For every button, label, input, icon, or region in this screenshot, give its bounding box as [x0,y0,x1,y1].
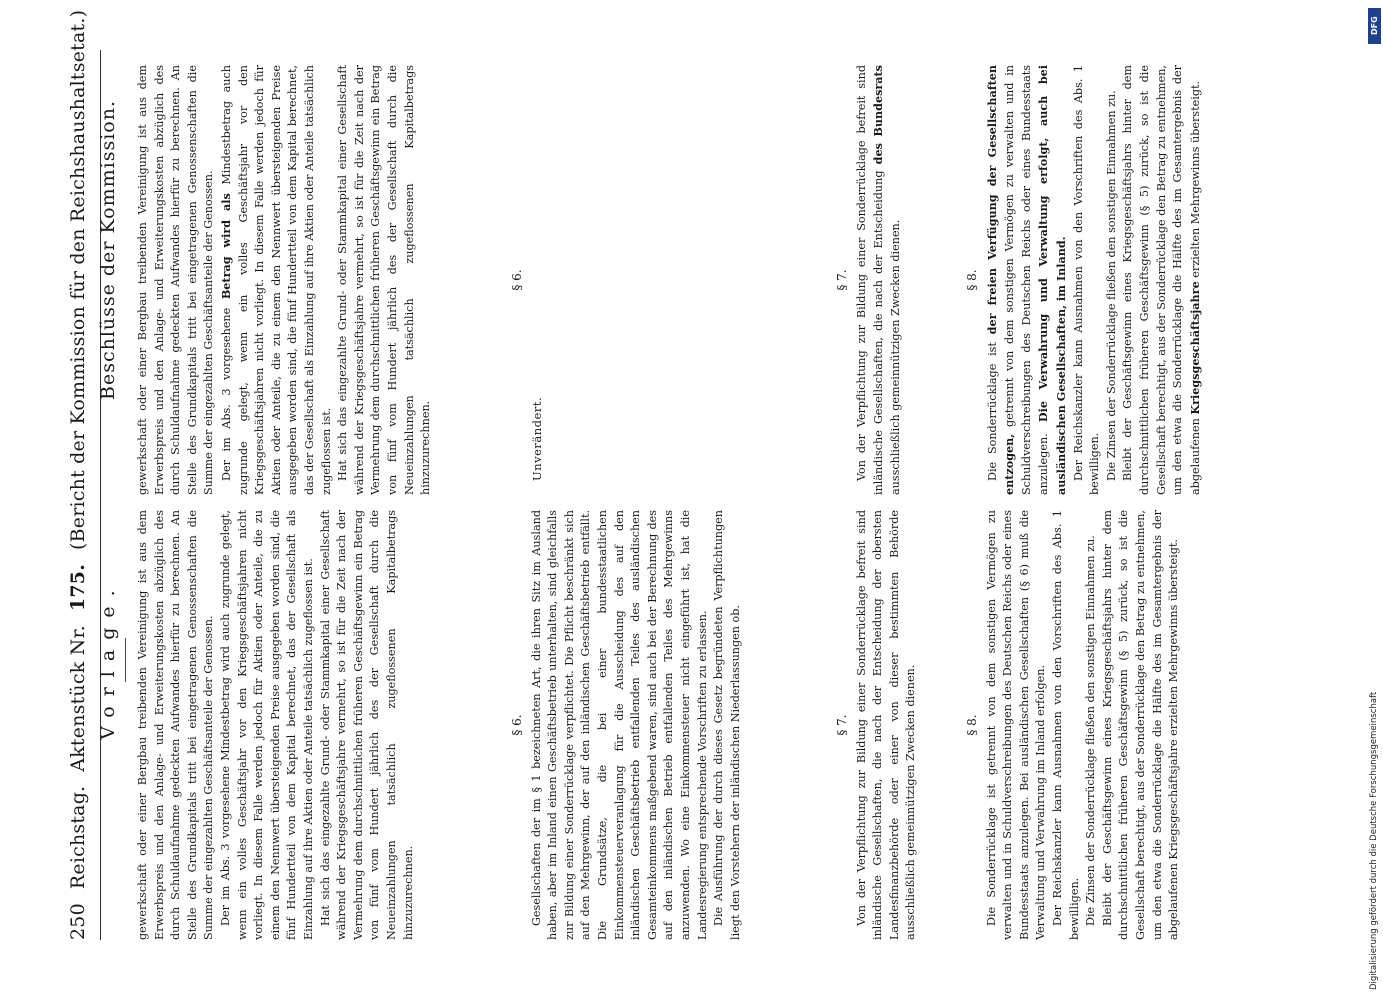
page-header [58,9,98,940]
kommission-section-8 [960,65,1204,495]
vorlage-s7-para1: Von der Verpflichtung zur Bildung einer Sonderrücklage befreit sind inländische Gesellschaften, die nach der Entscheidung der obersten Landesfinanzbehörde oder einer von dieser bestimmten Behörde ausschließlich gemeinnützigen Zwecken dienen. [854,510,918,940]
page-number: 250 [67,903,89,940]
kommission-para2 [218,65,335,495]
kommission-s7-c: ausschließlich gemeinnützigen Zwecken dienen. [888,219,902,495]
vorlage-heading-underline [125,638,126,682]
kommission-para2-bold: Betrag wird als [218,193,233,300]
kommission-s8-p1-a: Die Sonderrücklage ist [985,342,999,481]
vorlage-s8-para2: Der Reichskanzler kann Ausnahmen von den Vorschriften des Abs. 1 bewilligen. [1050,510,1081,940]
kommission-s8-para4 [1120,65,1204,495]
vorlage-s6-para2: Die Ausführung der durch dieses Gesetz begründeten Verpflichtungen liegt den Vorstehern der inländischen Niederlassungen ob. [712,510,742,940]
kommission-s8-para1 [984,65,1071,495]
vorlage-s6-para1: Gesellschaften der im § 1 bezeichneten Art, die ihren Sitz im Ausland haben, aber im Inland einen Geschäftsbetrieb unterhalten, sind gleichfalls zur Bildung einer Sonderrücklage verpflichtet. Die Pflicht beschränkt sich auf den Mehrgewinn, der auf den inländischen Geschäftsbetrieb entfällt. Die Grundsätze, die bei einer bundesstaatlichen Einkommensteuerveranlagung für die Ausscheidung des auf den inländischen Geschäftsbetrieb entfallenden Teiles des ausländischen Gesamteinkommens maßgebend waren, sind auch bei der Berechnung des auf den inländischen Betrieb entfallenden Teiles des Mehrgewinns anzuwenden. Wo eine Einkommensteuer nicht eingeführt ist, hat die Landesregierung entsprechende Vorschriften zu erlassen. [529,510,709,940]
dfg-logo: DFG [1368,8,1381,44]
aktenstueck-number: 175. [67,563,89,612]
kommission-s8-heading: § 8. [965,269,979,291]
kommission-s8-p4-a: Bleibt der Geschäftsgewinn eines Kriegsgeschäftsjahrs hinter dem durchschnittlichen früheren Geschäftsgewinn (§ 5) zurück, so ist die Gesellschaft berechtigt, aus der Sonderrücklage den Betrag zu entnehmen, um den etwa die Sonderrücklage die Hälfte des im Gesamtergebnis der abgelaufenen [1121,65,1202,495]
vorlage-para3: Hat sich das eingezahlte Grund- oder Stammkapital einer Gesellschaft während der Kriegsgeschäftsjahre vermehrt, so ist für die Zeit nach der Vermehrung dem durchschnittlichen früheren Geschäftsgewinn ein Betrag von fünf vom Hundert jährlich des der Gesellschaft durch die Neueinzahlungen tatsächlich zugeflossenen Kapitalbetrags hinzuzurechnen. [318,510,415,940]
kommission-s8-p1-c: getrennt von dem sonstigen Vermögen zu verwalten und in Schuldverschreibungen des Deutschen Reichs oder eines Bundesstaats anzulegen. [1003,65,1051,495]
kommission-para3: Hat sich das eingezahlte Grund- oder Stammkapital einer Gesellschaft während der Kriegsgeschäftsjahre vermehrt, so ist für die Zeit nach der Vermehrung dem durchschnittlichen früheren Geschäftsgewinn ein Betrag von fünf vom Hundert jährlich des der Gesellschaft durch die Neueinzahlungen tatsächlich zugeflossenen Kapitalbetrags hinzuzurechnen. [336,65,433,495]
vorlage-section-6 [505,510,744,940]
vorlage-section-7 [830,510,920,940]
vorlage-s7-heading: § 7. [835,714,849,736]
kommission-para1: gewerkschaft oder einer Bergbau treibenden Vereinigung ist aus dem Erwerbspreis und den Anlage- und Erweiterungskosten abzüglich des durch Schuldaufnahme gedeckten Aufwandes hierfür zu berechnen. An Stelle des Grundkapitals tritt bei eingetragenen Genossenschaften die Summe der eingezahlten Geschäftsanteile der Genossen. [136,65,216,495]
digitization-credit [1366,0,1383,1000]
vorlage-s8-para3: Die Zinsen der Sonderrücklage fließen den sonstigen Einnahmen zu. [1084,535,1098,926]
kommission-para2-c: Mindestbetrag auch zugrunde gelegt, wenn ein volles Geschäftsjahr vor den Kriegsgeschäftsjahren nicht vorliegt. In diesem Falle werden jedoch für Aktien oder Anteile, die zu einem den Nennwert übersteigenden Preise ausgegeben worden sind, die fünf Hundertteil von dem Kapital berechnet, das der Gesellschaft als Einzahlung auf ihre Aktien oder Anteile tatsächlich zugeflossen ist. [219,65,333,495]
kommission-s7-a: Von der Verpflichtung zur Bildung einer Sonderrücklage befreit sind inländische Gesellschaften, die nach der Entscheidung [854,65,886,495]
report-title: (Bericht der Kommission für den Reichshaushaltsetat.) [67,9,89,550]
kommission-section-6 [505,65,545,495]
kommission-s7-bold: des Bundesrats [871,65,886,165]
kommission-s8-para3: Die Zinsen der Sonderrücklage fließen den sonstigen Einnahmen zu. [1104,90,1118,481]
vorlage-section-8 [960,510,1183,940]
kommission-s6-heading: § 6. [510,269,524,291]
vorlage-intro [135,510,417,940]
kommission-s8-p4-bold: Kriegsgeschäftsjahre [1187,281,1202,415]
vorlage-heading: Vorlage. [97,580,119,740]
kommission-s7-heading: § 7. [835,269,849,291]
vorlage-s8-para1: Die Sonderrücklage ist getrennt von dem sonstigen Vermögen zu verwalten und in Schuldverschreibungen des Deutschen Reichs oder eines Bundesstaats anzulegen. Bei ausländischen Gesellschaften (§ 6) muß die Verwaltung und Verwahrung im Inland erfolgen. [984,510,1048,940]
kommission-heading: Beschlüsse der Kommission. [97,100,119,400]
kommission-para2-a: Der im Abs. 3 vorgesehene [219,307,233,481]
kommission-s6-unveraendert: Unverändert. [529,396,544,481]
kommission-s8-p1-d: Die Verwahrung und Verwaltung erfolgt, auch bei ausländischen Gesellschaften, im Inland. [1036,64,1068,495]
vorlage-s8-para4: Bleibt der Geschäftsgewinn eines Kriegsgeschäftsjahrs hinter dem durchschnittlichen früheren Geschäftsgewinn (§ 5) zurück, so ist die Gesellschaft berechtigt, aus der Sonderrücklage den Betrag zu entnehmen, um den etwa die Sonderrücklage die Hälfte des im Gesamtergebnis der abgelaufenen Kriegsgeschäftsjahre erzielten Mehrgewinns übersteigt. [1100,510,1181,940]
kommission-s8-p1-bold: der freien Verfügung der Gesellschaften entzogen, [984,65,1017,495]
vorlage-s6-heading: § 6. [510,714,524,736]
kommission-s8-p4-c: erzielten Mehrgewinns übersteigt. [1188,80,1202,278]
kommission-intro [135,65,435,495]
credit-text: Digitalisierung gefördert durch die Deutsche Forschungsgemeinschaft [1369,691,1379,990]
kommission-s8-para2: Der Reichskanzler kann Ausnahmen von den Vorschriften des Abs. 1 bewilligen. [1071,65,1102,495]
aktenstueck-label: Aktenstück Nr. [67,625,89,772]
kommission-section-7 [830,65,904,495]
vorlage-s8-heading: § 8. [965,714,979,736]
kommission-s7-para1 [854,65,905,495]
reichstag-label: Reichstag. [67,785,89,890]
vorlage-para1: gewerkschaft oder einer Bergbau treibenden Vereinigung ist aus dem Erwerbspreis und den Anlage- und Erweiterungskosten abzüglich des durch Schuldaufnahme gedeckten Aufwandes hierfür zu berechnen. An Stelle des Grundkapitals tritt bei eingetragenen Genossenschaften die Summe der eingezahlten Geschäftsanteile der Genossen. [136,510,216,940]
vorlage-para2: Der im Abs. 3 vorgesehene Mindestbetrag wird auch zugrunde gelegt, wenn ein volles Geschäftsjahr vor den Kriegsgeschäftsjahren nicht vorliegt. In diesem Falle werden jedoch für Aktien oder Anteile, die zu einem den Nennwert übersteigenden Preise ausgegeben worden sind, die fünf Hundertteil von dem Kapital berechnet, das der Gesellschaft als Einzahlung auf ihre Aktien oder Anteile tatsächlich zugeflossen ist. [218,510,315,940]
